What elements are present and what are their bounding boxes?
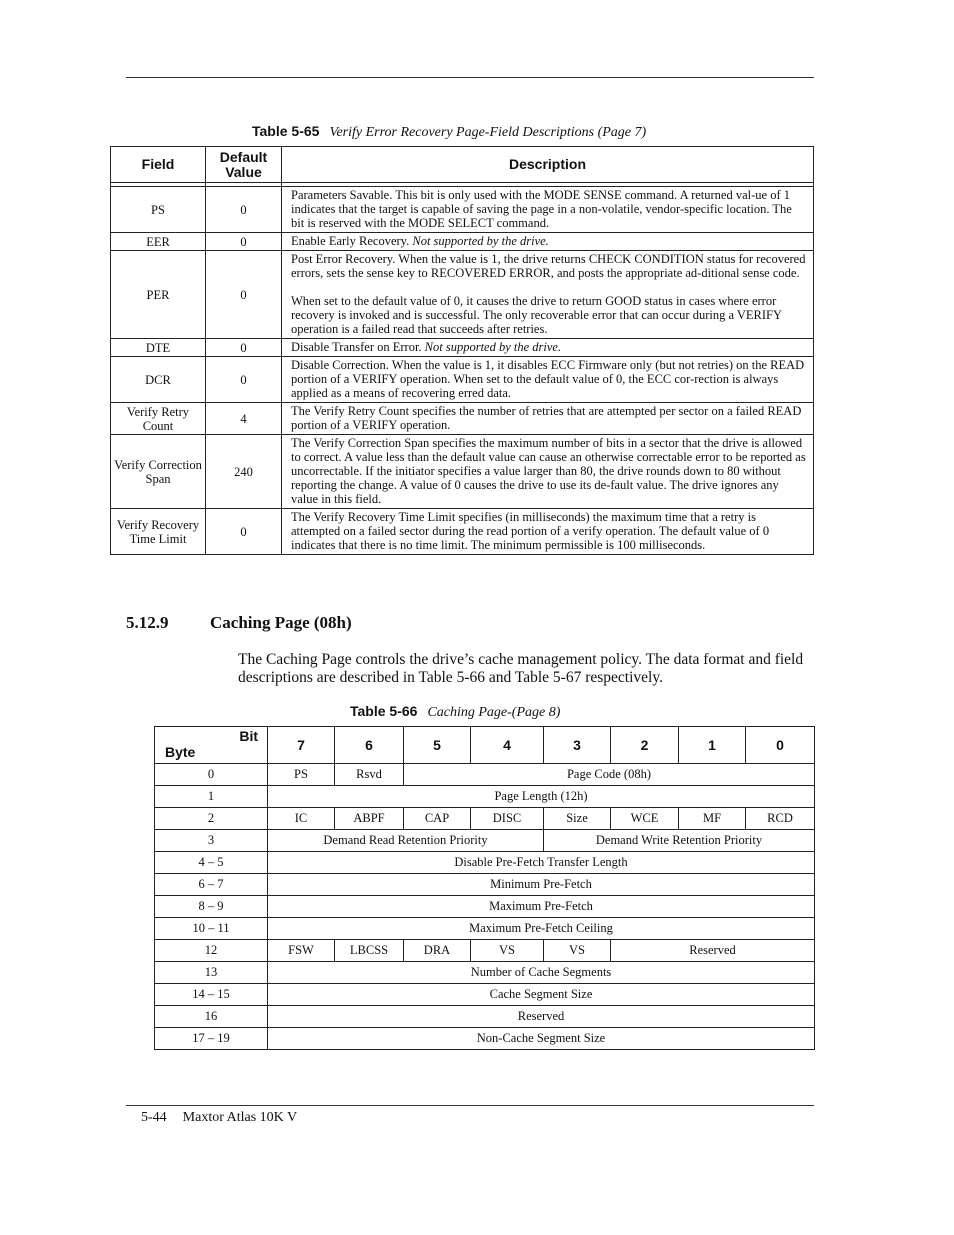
bit-field: DRA bbox=[404, 940, 471, 962]
bit-field: Disable Pre-Fetch Transfer Length bbox=[268, 852, 815, 874]
table-row bbox=[155, 808, 815, 830]
table-row bbox=[155, 852, 815, 874]
bit-header: 5 bbox=[404, 727, 471, 764]
bit-field: Reserved bbox=[611, 940, 815, 962]
bit-field: ABPF bbox=[335, 808, 404, 830]
table-row bbox=[155, 874, 815, 896]
description-paragraph: The Verify Recovery Time Limit specifies (in milliseconds) the maximum time that a retry is attempted on a failed sector during the read portion of a verify operation. The default value of 0 indicates that there is no time limit. The minimum permissible is 100 milliseconds. bbox=[291, 510, 770, 552]
field-name: PER bbox=[111, 251, 206, 339]
bit-field: Maximum Pre-Fetch bbox=[268, 896, 815, 918]
table-row bbox=[111, 251, 814, 339]
field-name: Verify Recovery Time Limit bbox=[111, 509, 206, 555]
table-row bbox=[111, 233, 814, 251]
bit-field: CAP bbox=[404, 808, 471, 830]
field-description bbox=[282, 339, 814, 357]
table-65-label: Table 5-65 bbox=[252, 123, 320, 139]
bit-field: MF bbox=[679, 808, 746, 830]
table-row bbox=[155, 896, 815, 918]
bit-field: Demand Read Retention Priority bbox=[268, 830, 544, 852]
field-description bbox=[282, 509, 814, 555]
field-description bbox=[282, 403, 814, 435]
default-value: 0 bbox=[206, 357, 282, 403]
byte-number: 3 bbox=[155, 830, 268, 852]
table-row bbox=[155, 830, 815, 852]
bit-field: RCD bbox=[746, 808, 815, 830]
table-66-title: Caching Page-(Page 8) bbox=[427, 705, 561, 720]
bit-field: Minimum Pre-Fetch bbox=[268, 874, 815, 896]
field-description bbox=[282, 187, 814, 233]
bit-label: Bit bbox=[239, 728, 258, 744]
table-66-label: Table 5-66 bbox=[350, 703, 418, 719]
product-name: Maxtor Atlas 10K V bbox=[182, 1110, 298, 1125]
default-value: 0 bbox=[206, 251, 282, 339]
byte-number: 8 – 9 bbox=[155, 896, 268, 918]
field-name: Verify Correction Span bbox=[111, 435, 206, 509]
section-paragraph: The Caching Page controls the drive’s cache management policy. The data format and field descriptions are described in Table 5-66 and Table 5-67 respectively. bbox=[238, 651, 804, 686]
field-description bbox=[282, 435, 814, 509]
bit-header: 1 bbox=[679, 727, 746, 764]
bit-field: IC bbox=[268, 808, 335, 830]
default-value: 4 bbox=[206, 403, 282, 435]
field-description bbox=[282, 233, 814, 251]
description-paragraph: Post Error Recovery. When the value is 1, the drive returns CHECK CONDITION status for recovered errors, sets the sense key to RECOVERED ERROR, and posts the appropriate ad-ditional sense code. bbox=[291, 252, 806, 280]
bit-field: Non-Cache Segment Size bbox=[268, 1028, 815, 1050]
table-65-caption bbox=[252, 123, 646, 141]
bit-field: FSW bbox=[268, 940, 335, 962]
byte-number: 4 – 5 bbox=[155, 852, 268, 874]
bit-field: Page Length (12h) bbox=[268, 786, 815, 808]
byte-number: 10 – 11 bbox=[155, 918, 268, 940]
description-paragraph: Disable Transfer on Error. Not supported by the drive. bbox=[291, 340, 562, 354]
table-row bbox=[111, 509, 814, 555]
table-row bbox=[111, 357, 814, 403]
bit-field: LBCSS bbox=[335, 940, 404, 962]
support-note: Not supported by the drive. bbox=[424, 340, 562, 354]
byte-number: 13 bbox=[155, 962, 268, 984]
bit-field: DISC bbox=[471, 808, 544, 830]
bit-header: 3 bbox=[544, 727, 611, 764]
field-name: Verify Retry Count bbox=[111, 403, 206, 435]
table-66-caption bbox=[350, 703, 560, 721]
byte-number: 14 – 15 bbox=[155, 984, 268, 1006]
field-description bbox=[282, 357, 814, 403]
bit-field: Cache Segment Size bbox=[268, 984, 815, 1006]
byte-number: 17 – 19 bbox=[155, 1028, 268, 1050]
description-paragraph: Parameters Savable. This bit is only used with the MODE SENSE command. A returned val-ue of 1 indicates that the target is capable of saving the page in a non-volatile, vendor-specific location. The bit is reserved with the MODE SELECT command. bbox=[291, 188, 792, 230]
header-rule bbox=[126, 77, 814, 78]
default-value: 240 bbox=[206, 435, 282, 509]
table-row bbox=[155, 940, 815, 962]
bit-field: WCE bbox=[611, 808, 679, 830]
page-footer bbox=[141, 1110, 297, 1126]
bit-field: VS bbox=[544, 940, 611, 962]
table-66 bbox=[154, 726, 815, 1050]
default-value: 0 bbox=[206, 509, 282, 555]
bit-header: 2 bbox=[611, 727, 679, 764]
bit-header: 6 bbox=[335, 727, 404, 764]
section-number: 5.12.9 bbox=[126, 613, 169, 632]
byte-number: 1 bbox=[155, 786, 268, 808]
table-row bbox=[155, 786, 815, 808]
bit-field: Rsvd bbox=[335, 764, 404, 786]
header-field: Field bbox=[111, 147, 206, 183]
byte-number: 6 – 7 bbox=[155, 874, 268, 896]
byte-number: 16 bbox=[155, 1006, 268, 1028]
bit-field: Demand Write Retention Priority bbox=[544, 830, 815, 852]
bit-field: Page Code (08h) bbox=[404, 764, 815, 786]
table-row bbox=[155, 984, 815, 1006]
description-paragraph: The Verify Retry Count specifies the number of retries that are attempted per sector on a failed READ portion of a VERIFY operation. bbox=[291, 404, 802, 432]
field-description bbox=[282, 251, 814, 339]
table-65-title: Verify Error Recovery Page-Field Descriptions (Page 7) bbox=[329, 125, 647, 140]
default-value: 0 bbox=[206, 187, 282, 233]
table-row bbox=[111, 187, 814, 233]
byte-label: Byte bbox=[165, 744, 196, 760]
description-paragraph: Enable Early Recovery. Not supported by the drive. bbox=[291, 234, 549, 248]
default-value: 0 bbox=[206, 233, 282, 251]
table-65 bbox=[110, 146, 814, 555]
byte-number: 2 bbox=[155, 808, 268, 830]
bit-byte-header bbox=[155, 727, 268, 764]
bit-header: 7 bbox=[268, 727, 335, 764]
description-paragraph: The Verify Correction Span specifies the maximum number of bits in a sector that the drive is allowed to correct. A value less than the default value can cause an otherwise correctable error to be reported as uncorrectable. If the initiator specifies a value larger than 80, the drive rounds down to 80 without reporting the change. A value of 0 causes the drive to use its de-fault value. The drive ignores any value in this field. bbox=[291, 436, 806, 506]
bit-field: VS bbox=[471, 940, 544, 962]
section-title: Caching Page (08h) bbox=[210, 613, 352, 632]
default-value: 0 bbox=[206, 339, 282, 357]
field-name: DCR bbox=[111, 357, 206, 403]
table-row bbox=[155, 918, 815, 940]
field-name: DTE bbox=[111, 339, 206, 357]
byte-number: 0 bbox=[155, 764, 268, 786]
bit-header: 0 bbox=[746, 727, 815, 764]
footer-rule bbox=[126, 1105, 814, 1106]
table-row bbox=[155, 764, 815, 786]
bit-field: PS bbox=[268, 764, 335, 786]
bit-field: Maximum Pre-Fetch Ceiling bbox=[268, 918, 815, 940]
table-row bbox=[111, 435, 814, 509]
header-description: Description bbox=[282, 147, 814, 183]
support-note: Not supported by the drive. bbox=[412, 234, 549, 248]
table-row bbox=[111, 403, 814, 435]
byte-number: 12 bbox=[155, 940, 268, 962]
header-default-value: Default Value bbox=[206, 147, 282, 183]
field-name: EER bbox=[111, 233, 206, 251]
field-name: PS bbox=[111, 187, 206, 233]
table-row bbox=[155, 1028, 815, 1050]
bit-field: Reserved bbox=[268, 1006, 815, 1028]
description-paragraph: When set to the default value of 0, it causes the drive to return GOOD status in cases where error recovery is invoked and is successful. The only recoverable error that can occur during a VERIFY operation is a failed read that succeeds after retries. bbox=[291, 294, 782, 336]
description-paragraph: Disable Correction. When the value is 1, it disables ECC Firmware only (but not retries) on the READ portion of a VERIFY operation. When set to the default value of 0, the ECC cor-rection is always applied as a means of recovering erred data. bbox=[291, 358, 805, 400]
bit-header: 4 bbox=[471, 727, 544, 764]
bit-field: Number of Cache Segments bbox=[268, 962, 815, 984]
table-row bbox=[155, 962, 815, 984]
table-row bbox=[111, 339, 814, 357]
bit-field: Size bbox=[544, 808, 611, 830]
page-number: 5-44 bbox=[141, 1110, 167, 1125]
section-heading bbox=[126, 613, 352, 633]
table-row bbox=[155, 1006, 815, 1028]
